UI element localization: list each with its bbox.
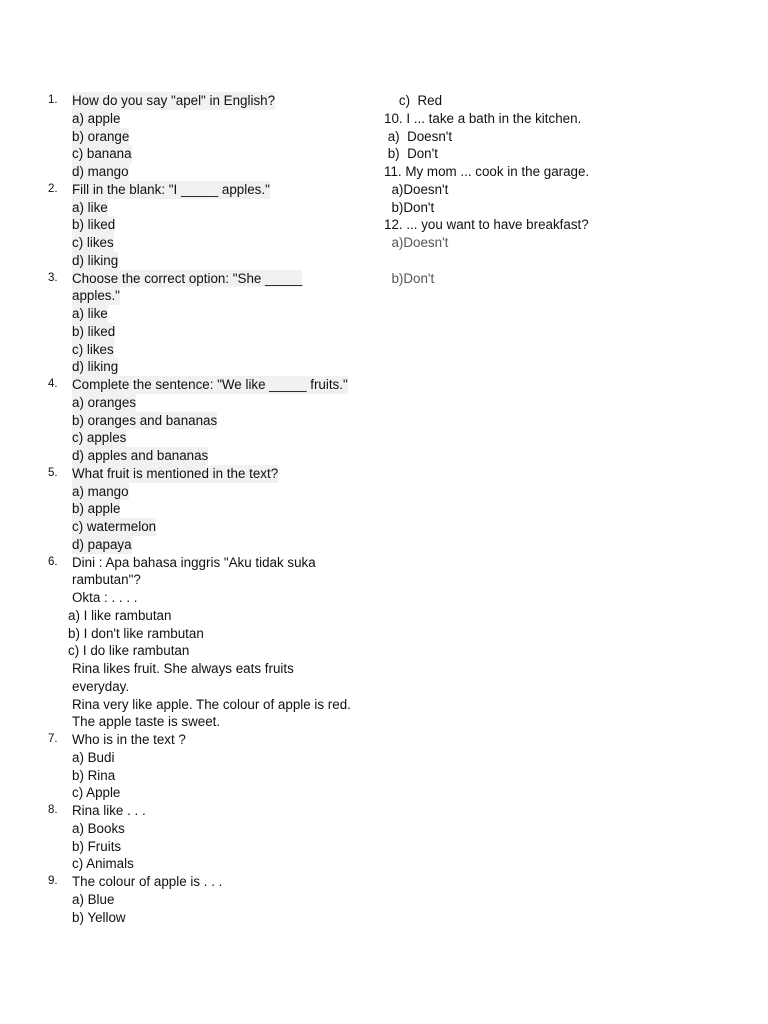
question-2: 2. Fill in the blank: "I _____ apples." [48, 181, 270, 197]
option: b) oranges and bananas [72, 412, 218, 428]
option: c) likes [72, 235, 114, 250]
option: c) Apple [72, 785, 121, 801]
question-text: Who is in the text ? [72, 732, 186, 747]
question-text: Dini : Apa bahasa inggris "Aku tidak suka [72, 554, 316, 570]
option: a) Budi [72, 749, 115, 765]
option: c) apples [72, 430, 127, 446]
question-4: 4. Complete the sentence: "We like _____ fruits." [48, 377, 348, 392]
question-text: How do you say "apel" in English? [72, 93, 276, 108]
option: c) Animals [72, 856, 134, 872]
question-continuation: Okta : . . . . [72, 590, 138, 605]
question-9: 9. The colour of apple is . . . [48, 874, 223, 889]
option: c) banana [72, 146, 132, 162]
spacer [384, 252, 754, 270]
option: b) liked [72, 217, 116, 233]
option: d) liking [72, 359, 119, 375]
reading-text: Rina very like apple. The colour of apple is red. [72, 696, 351, 712]
question-12: 12. ... you want to have breakfast? [384, 217, 589, 233]
option: d) apples and bananas [72, 448, 209, 463]
option: b) orange [72, 128, 130, 144]
option: a)Doesn't [384, 235, 449, 250]
question-3: 3. Choose the correct option: "She _____ [48, 270, 303, 286]
option: a) apple [72, 110, 121, 126]
option: d) papaya [72, 536, 132, 552]
option: a) like [72, 306, 108, 321]
option: c) likes [72, 341, 114, 357]
question-text: Rina like . . . [72, 803, 146, 818]
question-text: Complete the sentence: "We like _____ fruits." [72, 377, 348, 392]
option: c) Red [384, 93, 443, 108]
option: b) Rina [72, 767, 116, 783]
option: a) Blue [72, 891, 115, 907]
option: b)Don't [384, 270, 435, 286]
option: a) mango [72, 483, 129, 499]
question-5: 5. What fruit is mentioned in the text? [48, 465, 279, 481]
option: a) Books [72, 820, 125, 836]
option: c) I do like rambutan [68, 643, 190, 659]
option: a)Doesn't [384, 181, 449, 197]
option: c) watermelon [72, 519, 157, 534]
option: b) I don't like rambutan [68, 625, 204, 641]
reading-text: The apple taste is sweet. [72, 714, 221, 730]
option: d) mango [72, 164, 129, 179]
option: b) apple [72, 501, 121, 517]
question-text: What fruit is mentioned in the text? [72, 465, 279, 481]
option: a) Doesn't [384, 128, 453, 144]
question-8: 8. Rina like . . . [48, 803, 146, 818]
right-column [384, 92, 754, 287]
question-7: 7. Who is in the text ? [48, 732, 186, 747]
option: a) like [72, 199, 108, 215]
left-column [48, 92, 378, 926]
option: b) Yellow [72, 909, 126, 925]
option: b)Don't [384, 199, 435, 215]
reading-text: Rina likes fruit. She always eats fruits [72, 661, 294, 676]
option: b) Fruits [72, 838, 122, 854]
question-1: 1. How do you say "apel" in English? [48, 93, 276, 108]
reading-text: everyday. [72, 678, 130, 694]
question-continuation: rambutan"? [72, 572, 141, 588]
question-text: Choose the correct option: "She _____ [72, 270, 303, 286]
question-6: 6. Dini : Apa bahasa inggris "Aku tidak suka [48, 554, 316, 570]
question-11: 11. My mom ... cook in the garage. [384, 164, 590, 179]
option: b) Don't [384, 146, 438, 162]
question-text: The colour of apple is . . . [72, 874, 223, 889]
question-text: Fill in the blank: "I _____ apples." [72, 181, 270, 197]
option: b) liked [72, 323, 116, 339]
option: d) liking [72, 252, 119, 268]
question-10: 10. I ... take a bath in the kitchen. [384, 110, 582, 126]
option: a) oranges [72, 394, 137, 410]
option: a) I like rambutan [68, 607, 172, 623]
question-continuation: apples." [72, 288, 120, 304]
